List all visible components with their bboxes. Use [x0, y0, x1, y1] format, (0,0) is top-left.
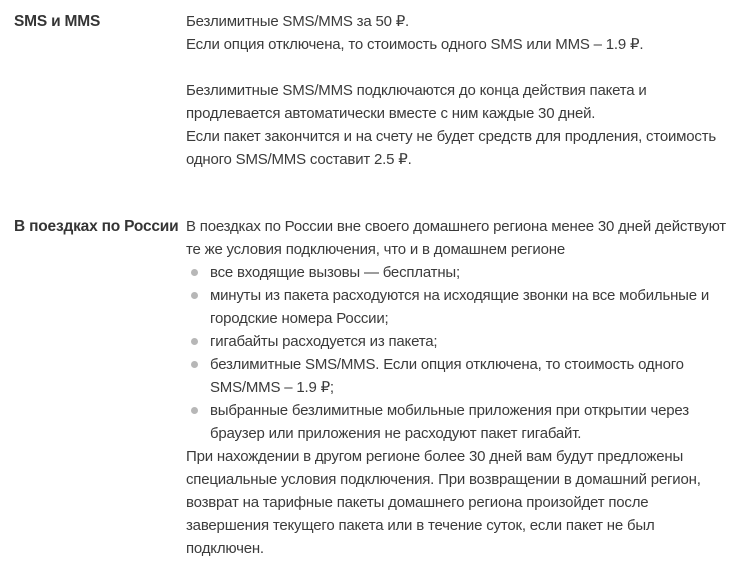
travel-conditions-bullet-list — [186, 261, 726, 445]
sms-paragraph-price — [186, 10, 726, 56]
bullet-dot-icon — [191, 269, 198, 276]
tariff-row-sms-mms — [14, 10, 741, 171]
bullet-dot-icon — [191, 407, 198, 414]
bullet-dot-icon — [191, 292, 198, 299]
bullet-item — [186, 353, 726, 399]
bullet-item-text: гигабайты расходуется из пакета; — [210, 333, 438, 350]
text-line: Безлимитные SMS/MMS за 50 ₽. — [186, 13, 410, 30]
bullet-item-text: минуты из пакета расходуются на исходящие звонки на все мобильные и городские номера России; — [210, 287, 710, 327]
bullet-dot-icon — [191, 361, 198, 368]
bullet-item-text: все входящие вызовы — бесплатны; — [210, 264, 460, 281]
text-line: Безлимитные SMS/MMS подключаются до конца действия пакета и продлевается автоматически вместе с ним каждые 30 дней. — [186, 82, 647, 122]
text-line: В поездках по России вне своего домашнего региона менее 30 дней действуют те же условия подключения, что и в домашнем регионе — [186, 218, 726, 258]
bullet-item — [186, 261, 726, 284]
travel-intro-paragraph — [186, 215, 726, 261]
row-content-sms-mms — [186, 10, 726, 171]
travel-outro-paragraph — [186, 445, 726, 560]
bullet-item — [186, 284, 726, 330]
text-line: Если пакет закончится и на счету не будет средств для продления, стоимость одного SMS/MMS составит 2.5 ₽. — [186, 128, 717, 168]
bullet-item — [186, 330, 726, 353]
tariff-row-travel-russia — [14, 215, 741, 560]
row-content-travel-russia — [186, 215, 726, 560]
sms-paragraph-renewal — [186, 79, 726, 171]
text-line: При нахождении в другом регионе более 30 дней вам будут предложены специальные условия подключения. При возвращении в домашний регион, возврат на тарифные пакеты домашнего региона произойдет после завершения текущего пакета или в течение суток, если пакет не был подключен. — [186, 448, 701, 557]
text-line: Если опция отключена, то стоимость одного SMS или MMS – 1.9 ₽. — [186, 36, 644, 53]
bullet-item-text: безлимитные SMS/MMS. Если опция отключена, то стоимость одного SMS/MMS – 1.9 ₽; — [210, 356, 684, 396]
bullet-dot-icon — [191, 338, 198, 345]
bullet-item — [186, 399, 726, 445]
bullet-item-text: выбранные безлимитные мобильные приложения при открытии через браузер или приложения не расходуют пакет гигабайт. — [210, 402, 689, 442]
row-label-travel-russia: В поездках по России — [14, 218, 179, 235]
row-label-sms-mms: SMS и MMS — [14, 13, 101, 30]
